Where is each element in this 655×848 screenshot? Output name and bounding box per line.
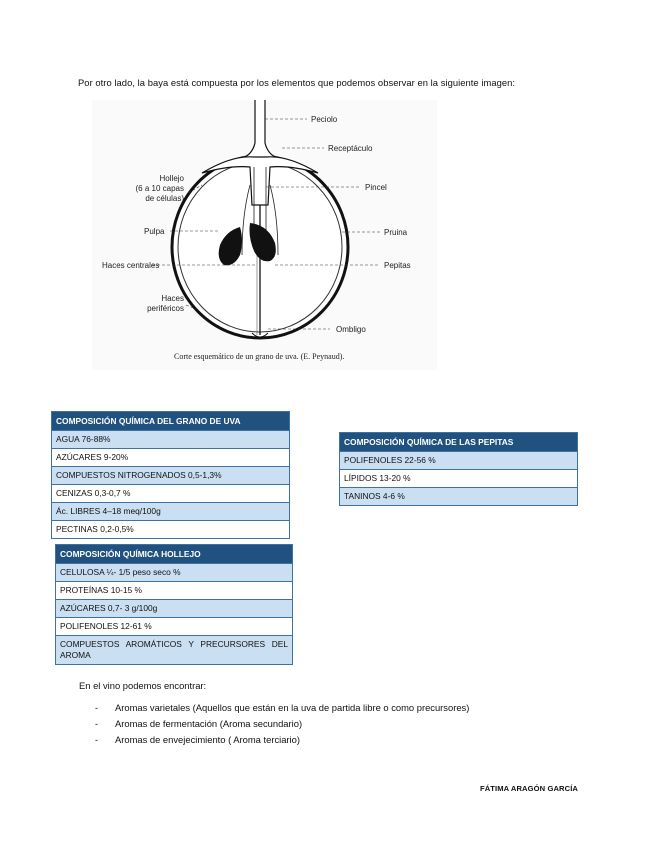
label-pruina: Pruina bbox=[384, 228, 408, 237]
grape-table-row: AGUA 76-88% bbox=[52, 431, 290, 449]
label-hollejo-3: de células) bbox=[145, 194, 184, 203]
grape-table-row: Ác. LIBRES 4–18 meq/100g bbox=[52, 503, 290, 521]
label-haces-perifericos-2: periféricos bbox=[147, 304, 184, 313]
list-item bbox=[95, 700, 469, 716]
label-pincel: Pincel bbox=[365, 183, 387, 192]
skin-composition-table bbox=[55, 544, 293, 665]
aroma-item: Aromas de envejecimiento ( Aroma terciario) bbox=[115, 734, 300, 745]
skin-table-row: CELULOSA ¼- 1/5 peso seco % bbox=[56, 564, 293, 582]
seed-table-row: LÍPIDOS 13-20 % bbox=[340, 470, 578, 488]
bullet-dash: - bbox=[95, 718, 99, 729]
grape-cross-section-figure bbox=[92, 95, 437, 380]
grape-table-row: AZÚCARES 9-20% bbox=[52, 449, 290, 467]
label-pepitas: Pepitas bbox=[384, 261, 411, 270]
seed-table-row: POLIFENOLES 22-56 % bbox=[340, 452, 578, 470]
aroma-list bbox=[95, 700, 469, 748]
grape-table-header: COMPOSICIÓN QUÍMICA DEL GRANO DE UVA bbox=[52, 412, 290, 431]
grape-composition-table bbox=[51, 411, 290, 539]
label-hollejo-1: Hollejo bbox=[159, 174, 184, 183]
label-hollejo-2: (6 a 10 capas bbox=[135, 184, 184, 193]
grape-table-row: COMPUESTOS NITROGENADOS 0,5-1,3% bbox=[52, 467, 290, 485]
intro-paragraph: Por otro lado, la baya está compuesta por los elementos que podemos observar en la siguiente imagen: bbox=[78, 77, 516, 88]
skin-table-row: AZÚCARES 0,7- 3 g/100g bbox=[56, 600, 293, 618]
skin-table-row: POLIFENOLES 12-61 % bbox=[56, 618, 293, 636]
grape-table-row: CENIZAS 0,3-0,7 % bbox=[52, 485, 290, 503]
seed-table-row: TANINOS 4-6 % bbox=[340, 488, 578, 506]
label-ombligo: Ombligo bbox=[336, 325, 366, 334]
skin-table-row: PROTEÍNAS 10-15 % bbox=[56, 582, 293, 600]
label-haces-perifericos-1: Haces bbox=[161, 294, 184, 303]
bullet-dash: - bbox=[95, 702, 99, 713]
bullet-dash: - bbox=[95, 734, 99, 745]
grape-diagram bbox=[92, 95, 437, 380]
seed-table-header: COMPOSICIÓN QUÍMICA DE LAS PEPITAS bbox=[340, 433, 578, 452]
skin-table-row: COMPUESTOS AROMÁTICOS Y PRECURSORES DEL AROMA bbox=[56, 636, 293, 665]
author-name: FÁTIMA ARAGÓN GARCÍA bbox=[479, 784, 578, 793]
aroma-item: Aromas varietales (Aquellos que están en la uva de partida libre o como precursores) bbox=[115, 702, 470, 713]
label-pulpa: Pulpa bbox=[144, 227, 165, 236]
wine-subtitle: En el vino podemos encontrar: bbox=[79, 680, 207, 691]
list-item bbox=[95, 716, 469, 732]
skin-table-header: COMPOSICIÓN QUÍMICA HOLLEJO bbox=[56, 545, 293, 564]
figure-caption: Corte esquemático de un grano de uva. (E. Peynaud). bbox=[174, 352, 345, 361]
label-receptaculo: Receptáculo bbox=[328, 144, 373, 153]
grape-table-row: PECTINAS 0,2-0,5% bbox=[52, 521, 290, 539]
aroma-item: Aromas de fermentación (Aroma secundario) bbox=[115, 718, 303, 729]
label-peciolo: Peciolo bbox=[311, 115, 338, 124]
seed-composition-table bbox=[339, 432, 578, 506]
list-item bbox=[95, 732, 469, 748]
label-haces-centrales: Haces centrales bbox=[102, 261, 160, 270]
